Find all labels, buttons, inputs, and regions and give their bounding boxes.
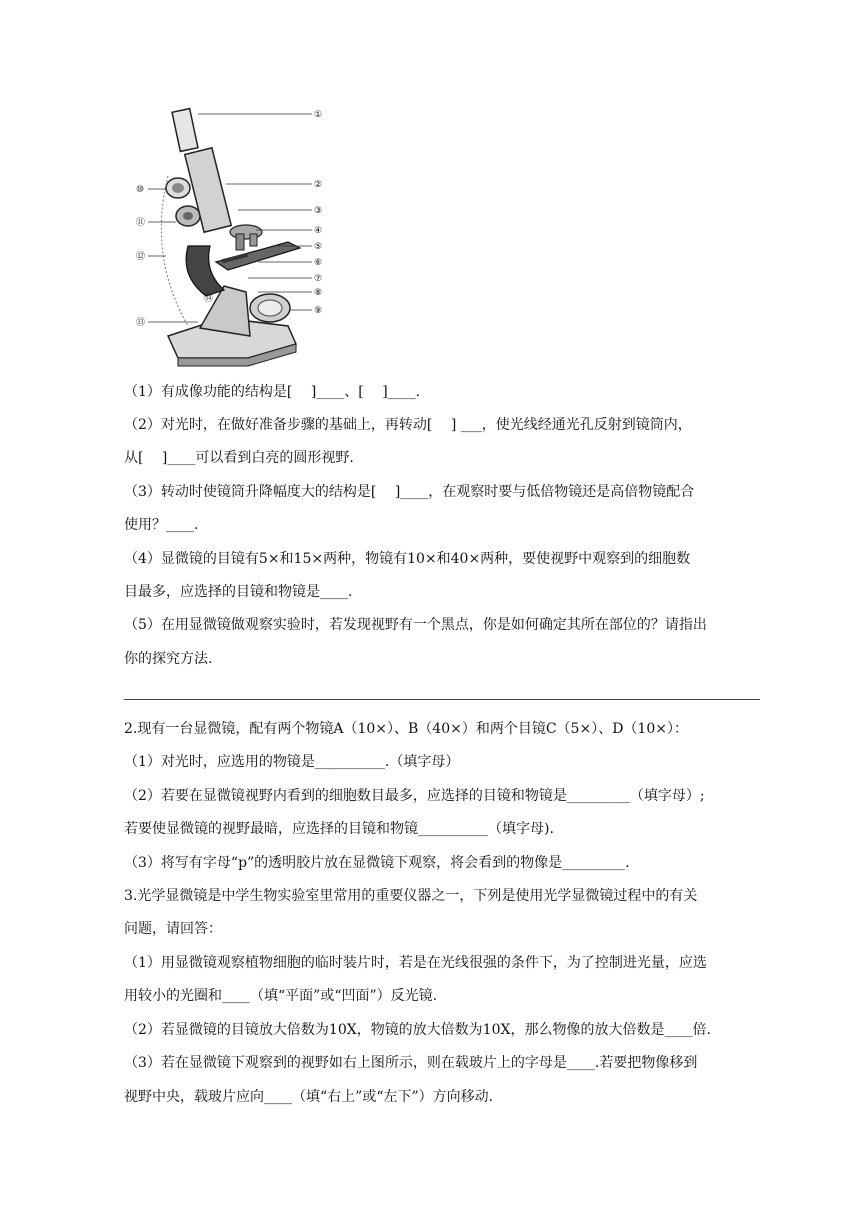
q2-part2-line2: 若要使显微镜的视野最暗，应选择的目镜和物镜__________（填字母).	[124, 821, 554, 837]
q3-title-line2: 问题，请回答：	[124, 921, 222, 937]
q2-part1: （1）对光时，应选用的物镜是__________.（填字母）	[124, 754, 460, 770]
microscope-diagram	[128, 96, 338, 368]
q1-part4-line1: （4）显微镜的目镜有5×和15×两种，物镜有10×和40×两种，要使视野中观察到的细胞数	[124, 551, 691, 567]
microscope-figure	[128, 96, 338, 368]
q1-part2-line1: （2）对光时，在做好准备步骤的基础上，再转动[ ] ___，使光线经通光孔反射到镜筒内，	[124, 417, 692, 433]
q2-part2-line1: （2）若要在显微镜视野内看到的细胞数目最多，应选择的目镜和物镜是_________（填字母）;	[124, 788, 705, 804]
q3-part3-line2: 视野中央，载玻片应向____（填“右上”或“左下”）方向移动.	[124, 1089, 494, 1105]
q1-part3-line2: 使用？____.	[124, 517, 199, 533]
callout-14: ⑭	[204, 294, 214, 304]
callout-11: ⑪	[136, 218, 146, 228]
callout-3: ③	[314, 206, 323, 216]
callout-1: ①	[314, 110, 323, 120]
q1-part2-line2: 从[ ]____可以看到白亮的圆形视野.	[124, 450, 354, 466]
callout-13: ⑬	[136, 318, 146, 328]
q3-part3-line1: （3）若在显微镜下观察到的视野如右上图所示，则在载玻片上的字母是____.若要把物像移到	[124, 1055, 698, 1071]
q1-part5-line2: 你的探究方法.	[124, 651, 213, 667]
q3-part1-line2: 用较小的光圈和____（填“平面”或“凹面”）反光镜.	[124, 988, 438, 1004]
callout-2: ②	[314, 180, 323, 190]
q2-title: 2.现有一台显微镜，配有两个物镜A（10×）、B（40×）和两个目镜C（5×）、D（10×）：	[124, 721, 688, 737]
q3-part2: （2）若显微镜的目镜放大倍数为10X，物镜的放大倍数为10X，那么物像的放大倍数是____倍.	[124, 1022, 711, 1038]
q1-part5-line1: （5）在用显微镜做观察实验时，若发现视野有一个黑点，你是如何确定其所在部位的？请指出	[124, 617, 707, 633]
q1-part4-line2: 目最多，应选择的目镜和物镜是____.	[124, 584, 353, 600]
callout-8: ⑧	[314, 288, 323, 298]
callout-5: ⑤	[314, 242, 323, 252]
q2-part3: （3）将写有字母“p”的透明胶片放在显微镜下观察，将会看到的物像是_________.	[124, 855, 630, 871]
callout-9: ⑨	[314, 306, 323, 316]
callout-7: ⑦	[314, 274, 323, 284]
q1-part3-line1: （3）转动时使镜筒升降幅度大的结构是[ ]____，在观察时要与低倍物镜还是高倍物镜配合	[124, 484, 695, 500]
callout-6: ⑥	[314, 258, 323, 268]
callout-12: ⑫	[136, 252, 146, 262]
callout-10: ⑩	[136, 185, 145, 195]
q3-part1-line1: （1）用显微镜观察植物细胞的临时装片时，若是在光线很强的条件下，为了控制进光量，应选	[124, 955, 707, 971]
callout-4: ④	[314, 226, 323, 236]
q3-title-line1: 3.光学显微镜是中学生物实验室里常用的重要仪器之一，下列是使用光学显微镜过程中的有关	[124, 888, 698, 904]
q1-part1: （1）有成像功能的结构是[ ]____、[ ]____.	[124, 384, 421, 400]
answer-line	[124, 699, 760, 700]
